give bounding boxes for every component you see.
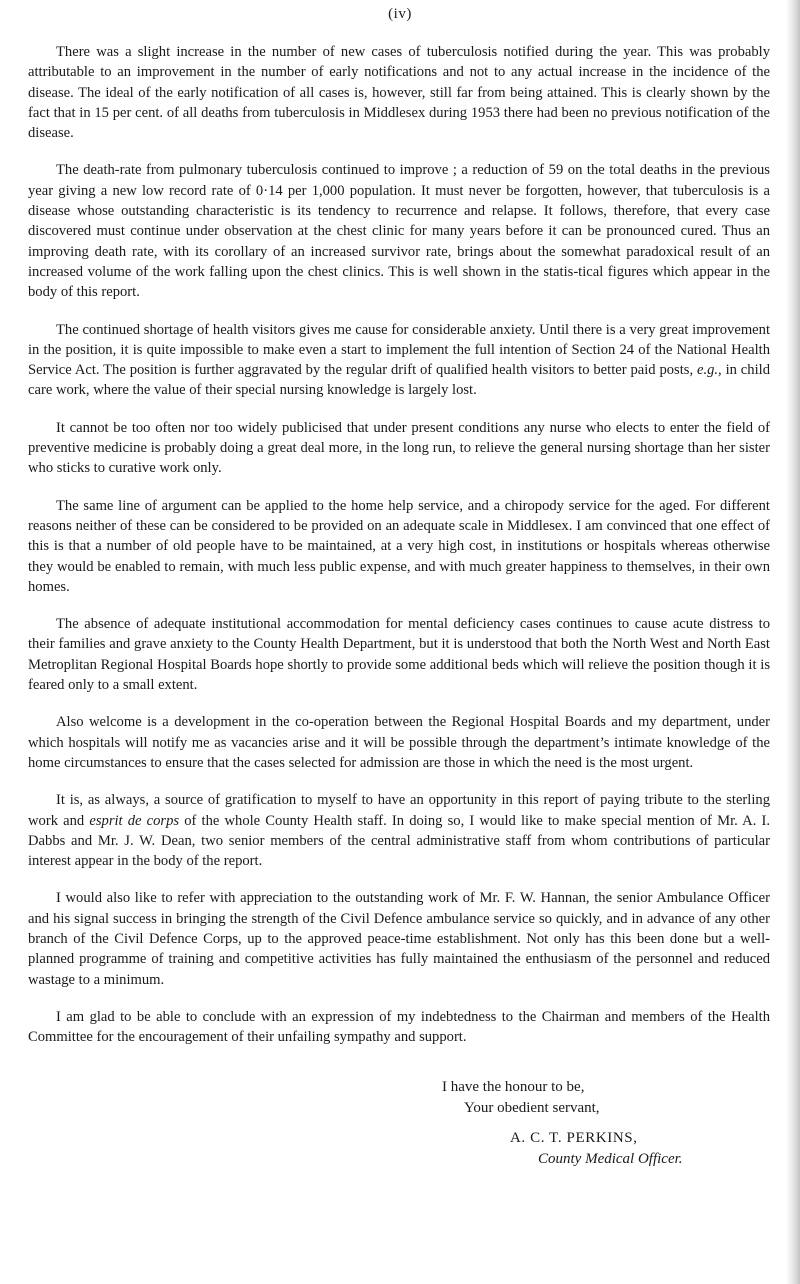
paragraph-preventive-medicine: It cannot be too often nor too widely publicised that under present conditions any nurse who elects to enter the field of preventive medicine is probably doing a great deal more, in the long run, to relieve the general nursing shortage than her sister who sticks to curative work only. (28, 419, 770, 477)
paragraph-staff-tribute-text: It is, as always, a source of gratification to myself to have an opportunity in this report of paying tribute to the sterling work and (28, 792, 770, 829)
page-edge-shadow (786, 0, 800, 1284)
page-number: (iv) (388, 6, 412, 22)
paragraph-health-visitors (28, 320, 770, 401)
closing-servant-line: Your obedient servant, (464, 1100, 600, 1116)
report-body (28, 42, 770, 1064)
paragraph-hospital-cooperation: Also welcome is a development in the co-operation between the Regional Hospital Boards and my department, under which hospitals will notify me as vacancies arise and it will be possible through the department’s intimate knowledge of the home circumstances to ensure that the cases selected for admission are those in which the need is the most urgent. (28, 714, 770, 771)
paragraph-tuberculosis-notifications: There was a slight increase in the number of new cases of tuberculosis notified during the year. This was probably attributable to an improvement in the number of early notifications and not to any actual increase in the incidence of the disease. The ideal of the early notification of all cases is, however, still far from being attained. This is clearly shown by the fact that in 15 per cent. of all deaths from tuberculosis in Middlesex during 1953 there had been no previous notification of the disease. (28, 44, 770, 142)
paragraph-home-help: The same line of argument can be applied to the home help service, and a chiropody service for the aged. For different reasons neither of these can be considered to be provided on an adequate scale in Middlesex. I am convinced that one effect of this is that a number of old people have to be maintained, at a very high cost, in institutions or hospitals whereas otherwise they would be enabled to remain, with much less public expense, and with much greater happiness to themselves, in their own homes. (28, 497, 770, 595)
paragraph-conclusion: I am glad to be able to conclude with an expression of my indebtedness to the Chairman and members of the Health Committee for the encouragement of their unfailing sympathy and support. (28, 1008, 770, 1046)
paragraph-death-rate: The death-rate from pulmonary tuberculosis continued to improve ; a reduction of 59 on the total deaths in the previous year giving a new low record rate of 0·14 per 1,000 population. It must never be forgotten, however, that tuberculosis is a disease whose outstanding characteristic is its tendency to recurrence and relapse. It follows, therefore, that every case discovered must continue under observation at the chest clinic for many years before it can be pronounced cured. Thus an improving death rate, with its corollary of an increased survivor rate, brings about the somewhat paradoxical result of an increased volume of the work falling upon the chest clinics. This is well shown in the statis-tical figures which appear in the body of this report. (28, 162, 770, 301)
paragraph-staff-tribute-tail: of the whole County Health staff. In doing so, I would like to make special mention of Mr. A. I. Dabbs and Mr. J. W. Dean, two senior members of the central administrative staff from whom contributions of particular interest appear in the body of the report. (28, 812, 771, 870)
signature-title: County Medical Officer. (538, 1151, 683, 1167)
paragraph-mental-deficiency: The absence of adequate institutional accommodation for mental deficiency cases continues to cause acute distress to their families and grave anxiety to the County Health Department, but it is understood that both the North West and North East Metroplitan Regional Hospital Boards hope shortly to provide some additional beds which will relieve the position though it is feared only to a small extent. (28, 616, 770, 694)
closing-honour-line: I have the honour to be, (442, 1079, 585, 1095)
paragraph-health-visitors-tail: in child care work, where the value of their special nursing knowledge is largely lost. (28, 362, 770, 399)
esprit-de-corps-phrase: esprit de corps (89, 812, 180, 829)
paragraph-staff-tribute (28, 790, 770, 871)
paragraph-ambulance-officer: I would also like to refer with appreciation to the outstanding work of Mr. F. W. Hannan, the senior Ambulance Officer and his signal success in bringing the strength of the Civil Defence ambulance service so quickly, and in advance of any other branch of the Civil Defence Corps, up to the approved peace-time establishment. Not only has this been done but a well-planned programme of training and competitive activities has fully maintained the enthusiasm of the personnel and reduced wastage to a minimum. (28, 890, 770, 988)
signature-name: A. C. T. PERKINS, (510, 1130, 638, 1146)
eg-abbreviation: e.g., (696, 362, 722, 379)
paragraph-health-visitors-text: The continued shortage of health visitors gives me cause for considerable anxiety. Until there is a very great improvement in the position, it is quite impossible to make even a start to implement the full intention of Section 24 of the National Health Service Act. The position is further aggravated by the regular drift of qualified health visitors to better paid posts, (28, 321, 770, 379)
